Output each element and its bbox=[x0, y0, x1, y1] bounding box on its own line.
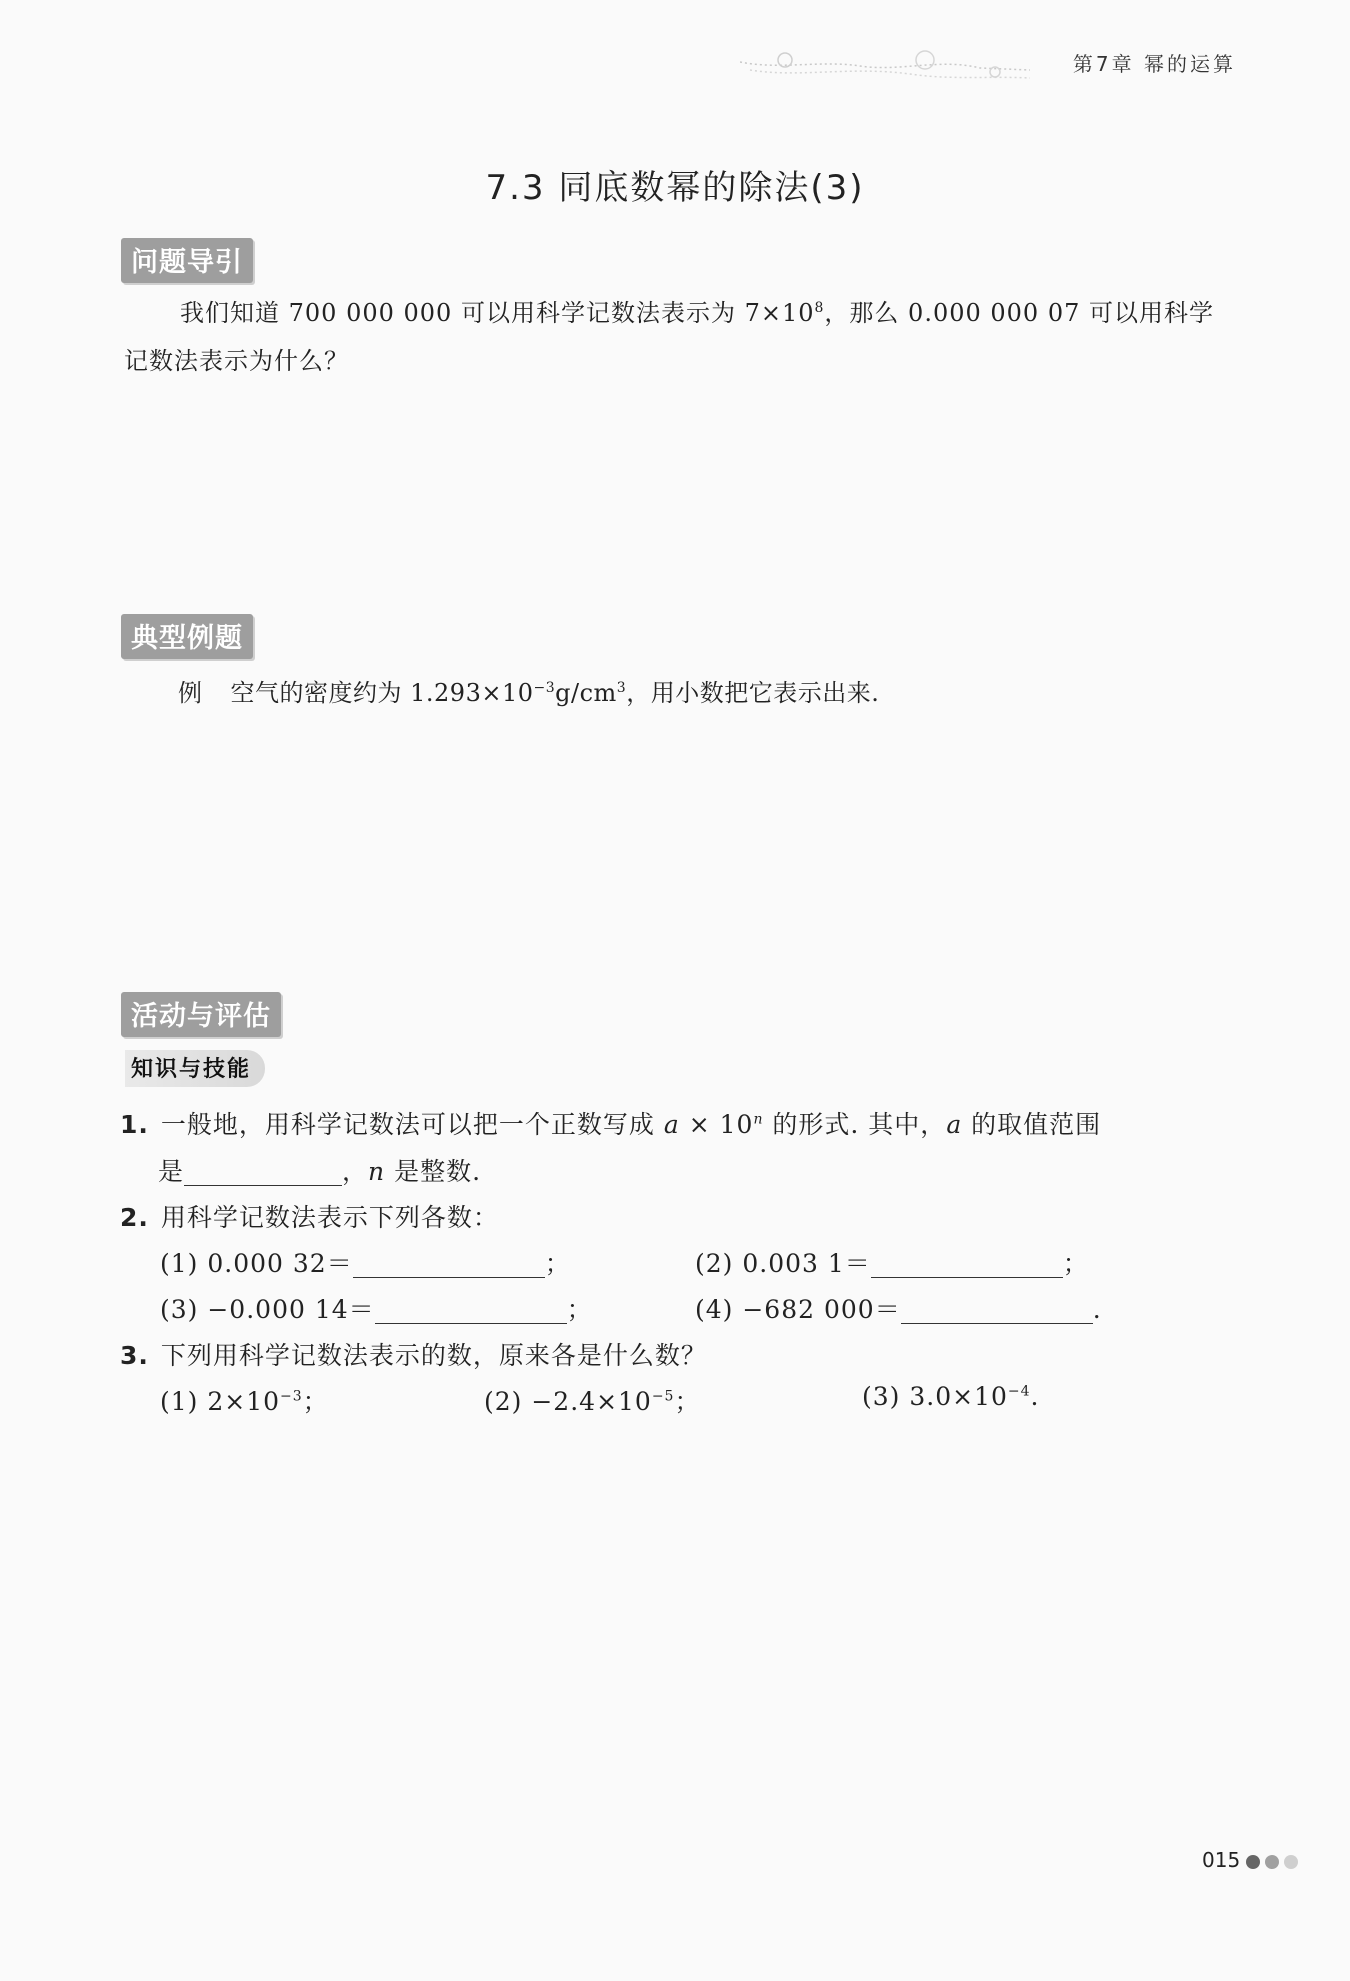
page-title: 7.3 同底数幂的除法(3) bbox=[485, 168, 865, 208]
question-2-item: (3) −0.000 14＝ ； bbox=[160, 1295, 593, 1324]
question-2-item: (2) 0.003 1＝ ； bbox=[695, 1249, 1089, 1278]
question-3-item: (3) $3.0\times 10^{-4}$. bbox=[862, 1382, 1040, 1411]
section-sublabel-knowledge: 知识与技能 bbox=[125, 1050, 265, 1087]
question-2-item: (1) 0.000 32＝ ； bbox=[160, 1249, 571, 1278]
answer-blank[interactable] bbox=[901, 1295, 1093, 1324]
question-3-item: (1) $2\times 10^{-3}$； bbox=[160, 1387, 329, 1416]
answer-blank[interactable] bbox=[871, 1249, 1063, 1278]
question-3: 3. 下列用科学记数法表示的数，原来各是什么数？ bbox=[120, 1341, 707, 1370]
question-1-line-2: 是 ，n 是整数. bbox=[158, 1157, 482, 1186]
intro-paragraph: 我们知道 700 000 000 可以用科学记数法表示为 $7\times 10^8$，那么 0.000 000 07 可以用科学记数法表示为什么？ bbox=[124, 299, 1214, 375]
example-label: 例 bbox=[178, 679, 203, 707]
page-dot bbox=[1284, 1855, 1298, 1869]
section-label-example: 典型例题 bbox=[121, 614, 253, 659]
example-paragraph: 例 空气的密度约为 $1.293\times 10^{-3}g/cm^3$，用小数把它表示出来. bbox=[178, 679, 880, 707]
page-number: 015 bbox=[1202, 1848, 1241, 1872]
answer-blank[interactable] bbox=[375, 1295, 567, 1324]
section-label-activity: 活动与评估 bbox=[121, 992, 281, 1037]
chapter-header: 第7章 幂的运算 bbox=[1072, 52, 1236, 76]
answer-blank[interactable] bbox=[353, 1249, 545, 1278]
question-2-item: (4) −682 000＝ . bbox=[695, 1295, 1102, 1324]
answer-blank[interactable] bbox=[184, 1157, 342, 1186]
section-label-intro: 问题导引 bbox=[121, 238, 253, 283]
question-3-item: $(2) -2.4\times 10^{-5}$； bbox=[484, 1387, 701, 1416]
header-decoration bbox=[740, 40, 1040, 90]
page-dot bbox=[1246, 1855, 1260, 1869]
question-2: 2. 用科学记数法表示下列各数： bbox=[120, 1203, 499, 1232]
question-1-line-1: 1. 一般地，用科学记数法可以把一个正数写成 $a \times 10^n$ 的形式. 其中，a 的取值范围 bbox=[120, 1110, 1102, 1139]
page-dot bbox=[1265, 1855, 1279, 1869]
